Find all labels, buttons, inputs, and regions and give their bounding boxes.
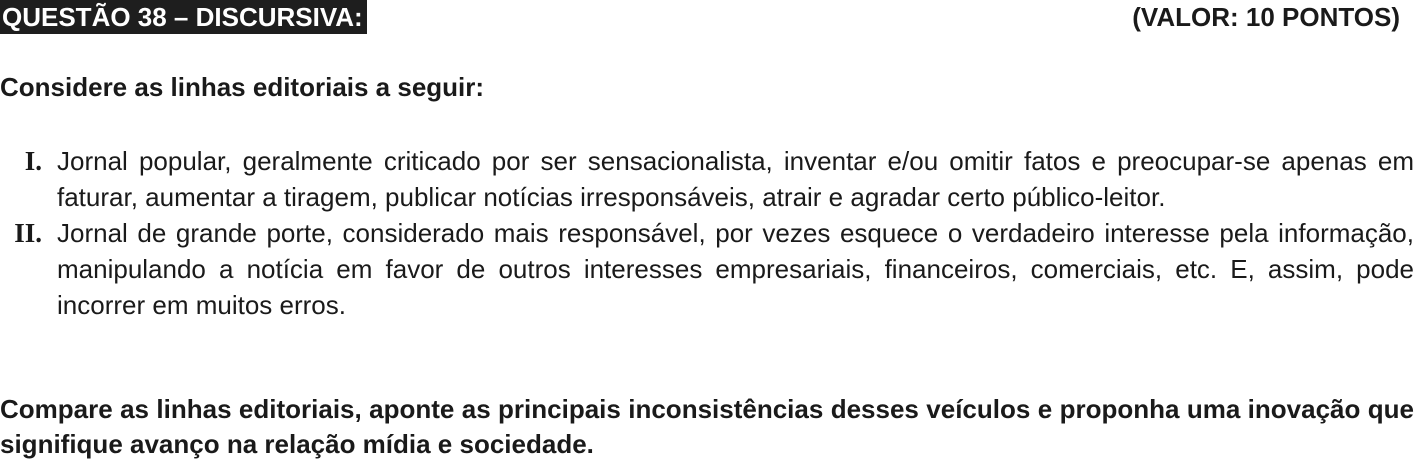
item-text: Jornal popular, geralmente criticado por ser sensacionalista, inventar e/ou omitir fatos e preocupar-se apenas em faturar, aumentar a tiragem, publicar notícias irresponsáveis, atrair e agradar certo público-leitor. xyxy=(57,146,1414,212)
question-value: (VALOR: 10 PONTOS) xyxy=(1132,2,1400,32)
item-text: Jornal de grande porte, considerado mais responsável, por vezes esquece o verdadeiro interesse pela informação, manipulando a notícia em favor de outros interesses empresariais, financeiros, comerciais, etc. E, assim, pode incorrer em muitos erros. xyxy=(57,218,1414,320)
question-title: QUESTÃO 38 – DISCURSIVA: xyxy=(0,0,367,34)
question-prompt: Compare as linhas editoriais, aponte as principais inconsistências desses veículos e proponha uma inovação que signifique avanço na relação mídia e sociedade. xyxy=(0,394,1414,459)
intro-text: Considere as linhas editoriais a seguir: xyxy=(0,72,485,102)
list-item xyxy=(0,215,1414,323)
list-item xyxy=(0,143,1414,215)
item-marker: I. xyxy=(24,146,42,176)
item-marker: II. xyxy=(14,218,42,248)
editorial-lines-list xyxy=(0,143,1414,323)
question-header xyxy=(0,0,1417,34)
